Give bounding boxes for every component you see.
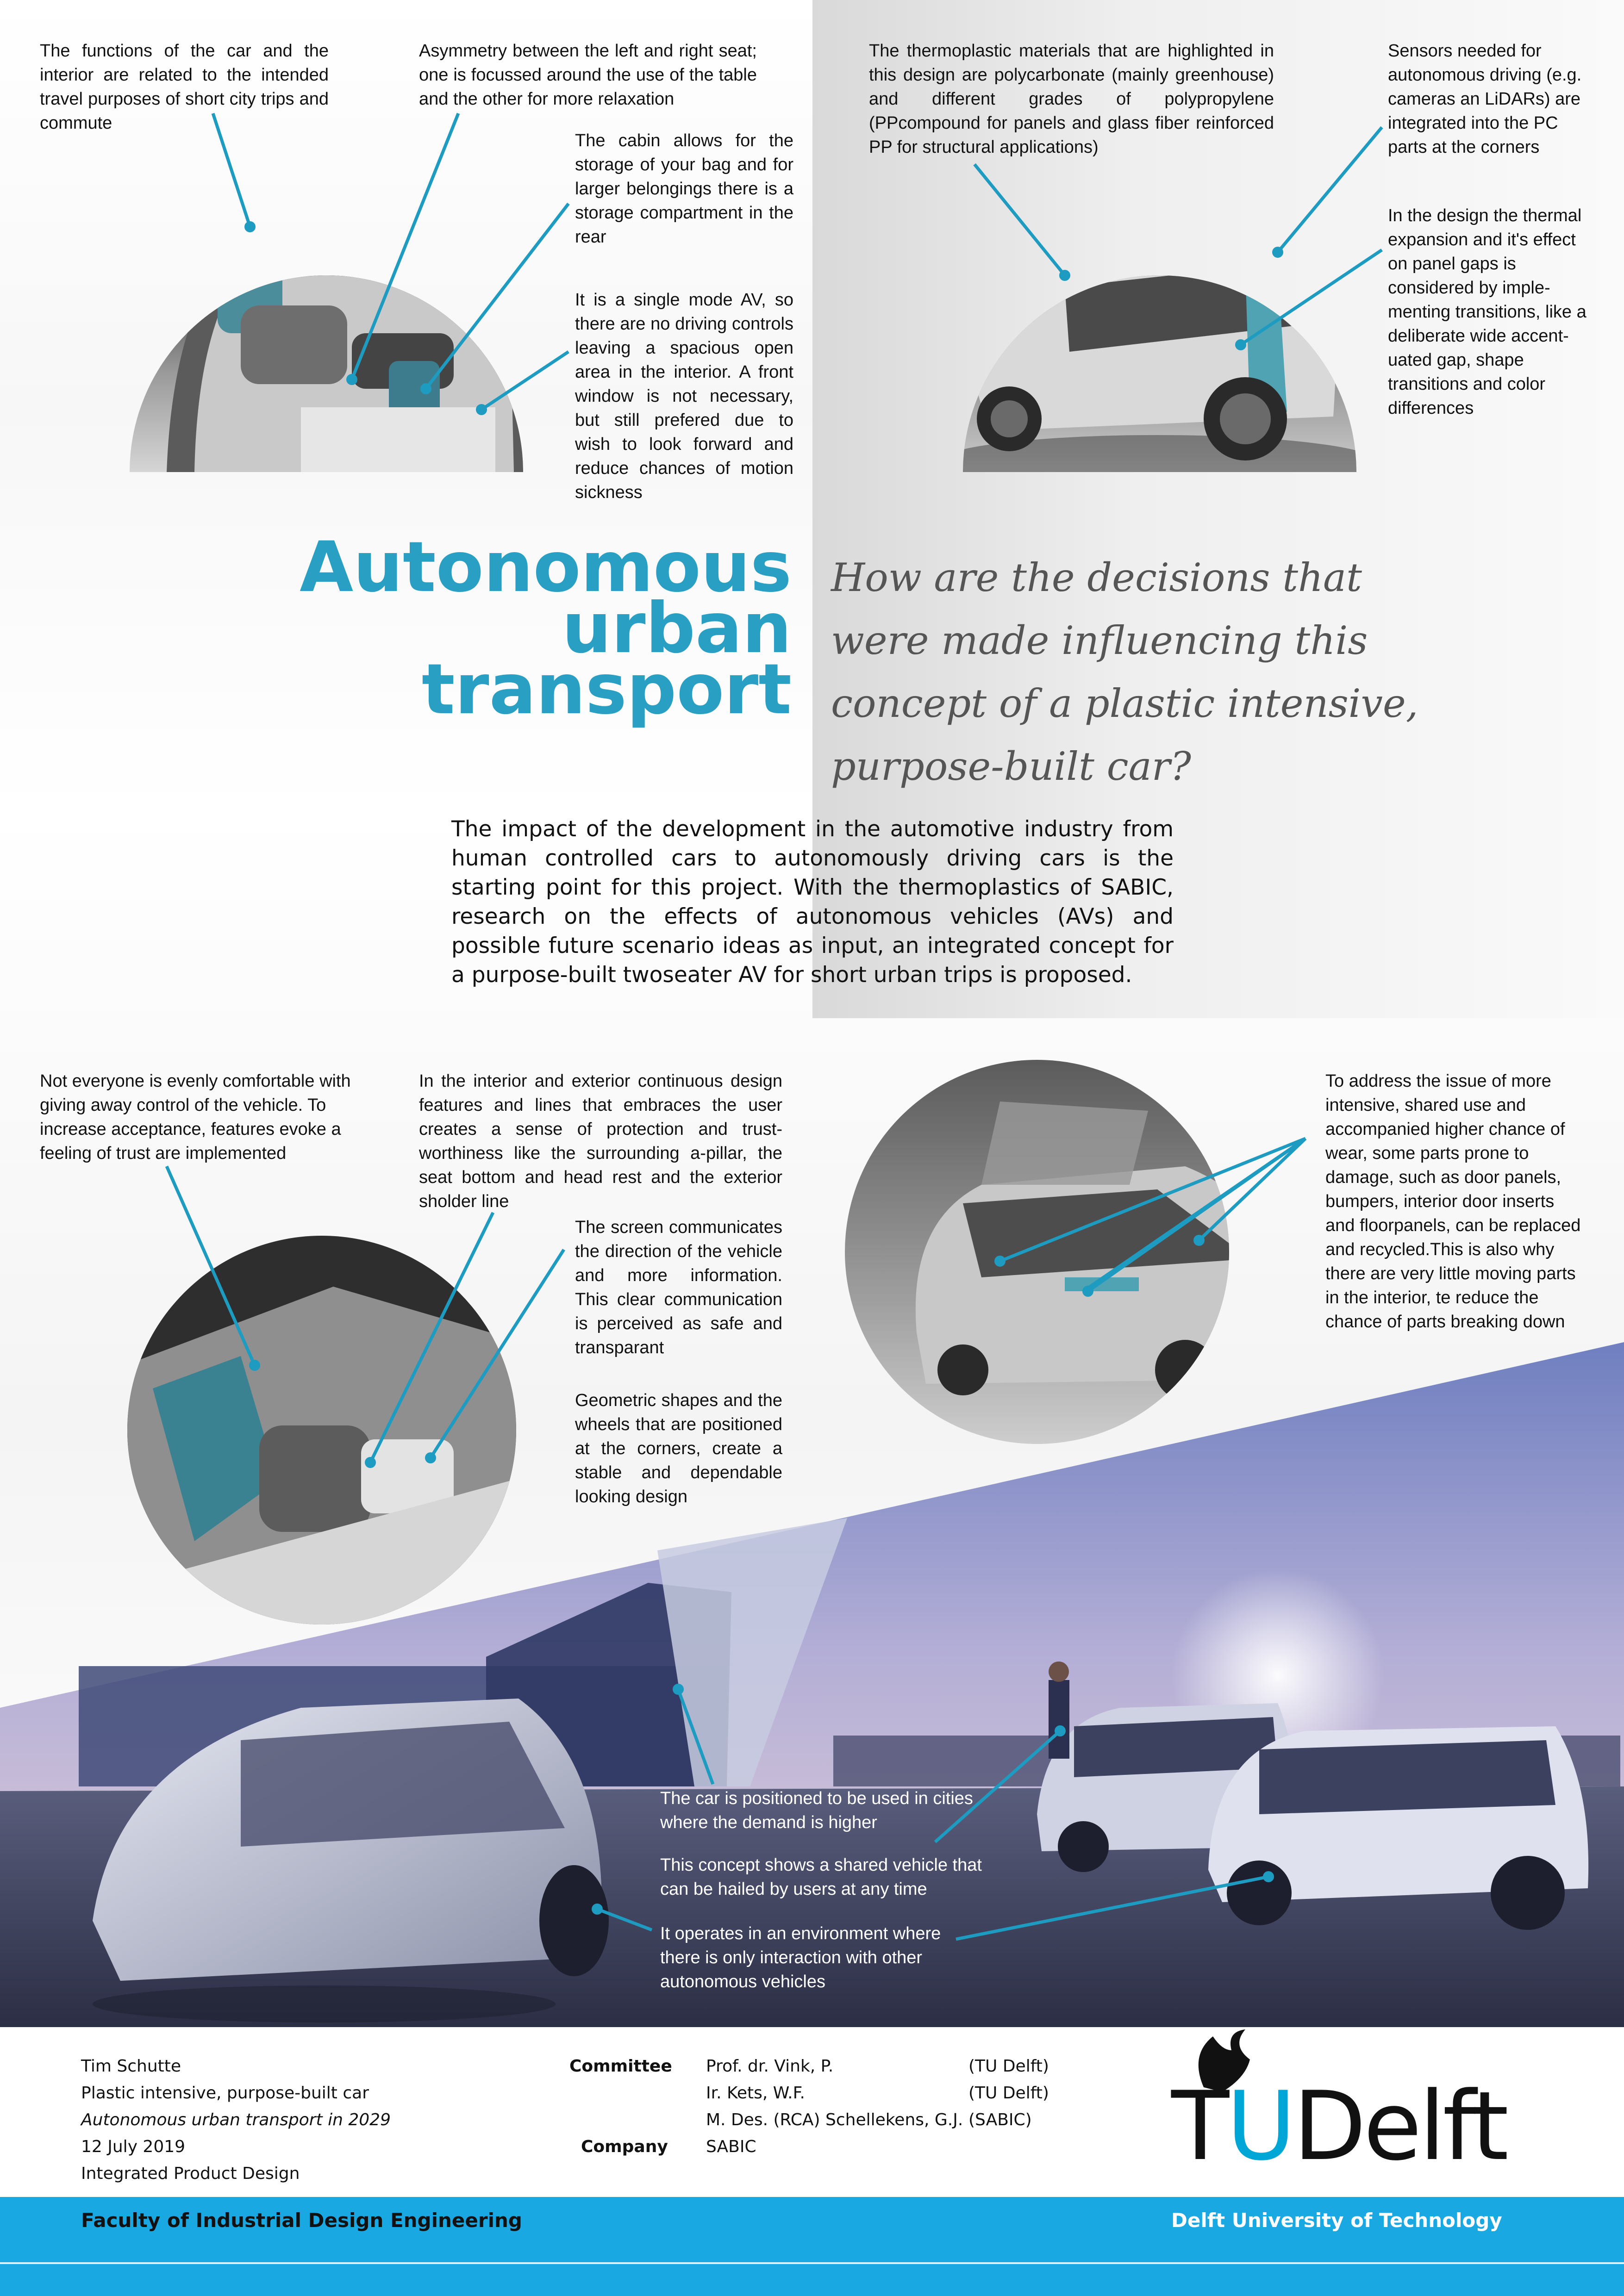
annotation-geometric-shapes: Geometric shapes and the wheels that are positioned at the corners, create a stable and dependable looking design	[575, 1391, 782, 1506]
annotation-av-environment: It operates in an environment where there is only interaction with other autonomous vehicles	[660, 1924, 941, 1991]
title-line-1: Autonomous	[300, 527, 792, 608]
program: Integrated Product Design	[81, 2164, 300, 2183]
annotation-thermoplastics: The thermoplastic materials that are highlighted in this design are polycarbonate (mainly greenhouse) and different grades of polypropylene (PPcompound for panels and glass fiber reinforced PP for structural applications)	[869, 41, 1274, 157]
annotation-replaceable-parts: To address the issue of more intensive, shared use and accompanied higher chance of wear, some parts prone to damage, such as door panels, bumpers, interior door inserts and floorpanels, can be replaced and recycled.This is also why there are very little moving parts in the interior, te reduce the chance of parts breaking down	[1325, 1071, 1581, 1332]
project-title: Autonomous urban transport in 2029	[81, 2110, 391, 2129]
committee-member-1-org: (TU Delft)	[968, 2057, 1049, 2076]
committee-label: Committee	[569, 2057, 672, 2076]
research-question: How are the decisions that were made influencing this concept of a plastic intensive, purpose-built car?	[831, 555, 1418, 789]
logo-t: T	[1171, 2072, 1227, 2182]
company-name: SABIC	[706, 2137, 756, 2156]
annotation-continuous-lines: In the interior and exterior continuous design features and lines that embraces the user creates a sense of protection and trust-worthiness like the surrounding a-pillar, the seat bottom and head rest and the exterior sholder line	[419, 1071, 782, 1211]
date: 12 July 2019	[81, 2137, 186, 2156]
annotation-single-mode: It is a single mode AV, so there are no driving controls leaving a spacious open area in the interior. A front window is not necessary, but still prefered due to wish to look forward and reduce chances of motion sickness	[575, 290, 793, 502]
committee-member-3-name: M. Des. (RCA) Schellekens, G.J.	[706, 2110, 963, 2129]
annotation-travel-purposes: The functions of the car and the interior are related to the intended travel purposes of short city trips and commute	[40, 41, 329, 133]
thesis-subtitle: Plastic intensive, purpose-built car	[81, 2084, 369, 2103]
committee-member-2-org: (TU Delft)	[968, 2084, 1049, 2103]
annotation-trust: Not everyone is evenly comfortable with giving away control of the vehicle. To increase acceptance, features evoke a feeling of trust are implemented	[40, 1071, 351, 1163]
committee-member-1-name: Prof. dr. Vink, P.	[706, 2057, 834, 2076]
author-name: Tim Schutte	[81, 2057, 181, 2076]
university-name: Delft University of Technology	[1171, 2209, 1502, 2232]
intro-paragraph: The impact of the development in the automotive industry from human controlled cars to autonomously driving cars is the starting point for this project. With the thermoplastics of SABIC, research on the effects of autonomous vehicles (AVs) and possible future scenario ideas as input, an integrated concept for a purpose-built twoseater AV for short urban trips is proposed.	[451, 816, 1174, 988]
annotation-sensors: Sensors needed for autonomous driving (e.g. cameras an LiDARs) are integrated into the PC parts at the corners	[1388, 41, 1582, 157]
footer-bar-divider	[0, 2262, 1624, 2264]
logo-delft: Delft	[1293, 2072, 1506, 2182]
annotation-screen: The screen communicates the direction of the vehicle and more information. This clear communication is perceived as safe and transparant	[575, 1218, 782, 1357]
company-label: Company	[581, 2137, 668, 2156]
logo-u: U	[1226, 2072, 1293, 2182]
annotation-city-demand: The car is positioned to be used in cities where the demand is higher	[660, 1789, 973, 1832]
annotation-thermal-expansion: In the design the thermal expansion and it's effect on panel gaps is considered by imple-menting transitions, like a deliberate wide accent-uated gap, shape transitions and color differences	[1388, 206, 1587, 418]
annotation-asymmetry: Asymmetry between the left and right seat; one is focussed around the use of the table and the other for more relaxation	[419, 41, 757, 109]
committee-member-3-org: (SABIC)	[968, 2110, 1032, 2129]
annotation-shared-vehicle: This concept shows a shared vehicle that can be hailed by users at any time	[660, 1855, 982, 1899]
faculty-name: Faculty of Industrial Design Engineering	[81, 2209, 522, 2232]
annotation-storage: The cabin allows for the storage of your bag and for larger belongings there is a storage compartment in the rear	[575, 131, 793, 247]
committee-member-2-name: Ir. Kets, W.F.	[706, 2084, 805, 2103]
title-line-2: urban	[562, 588, 792, 669]
title-line-3: transport	[421, 649, 792, 730]
tu-delft-logo	[1171, 2072, 1506, 2182]
